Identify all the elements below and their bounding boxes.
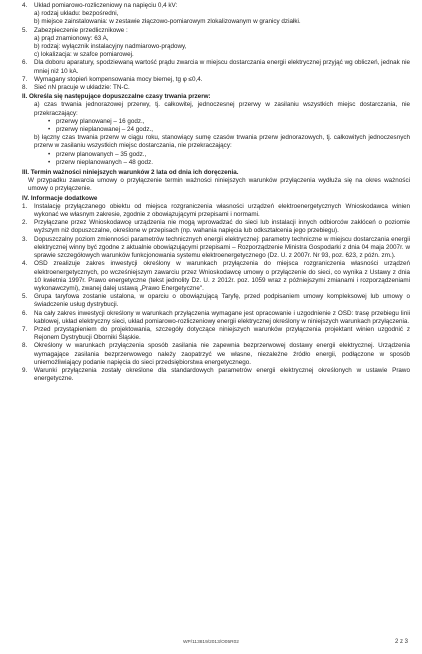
section-2-title: II. Określa się następujące dopuszczalne czasy trwania przerw: — [22, 93, 211, 101]
item-number: 5. — [22, 293, 28, 301]
sub-item: b) rodzaj: wyłącznik instalacyjny nadmiarowo-prądowy, — [34, 43, 187, 51]
item-text: Układ pomiarowo-rozliczeniowy na napięciu 0,4 kV: — [34, 2, 178, 9]
bullet-icon: • — [48, 126, 51, 134]
info-item-2 — [22, 219, 410, 235]
info-item-8 — [22, 342, 410, 367]
item-text: Sieć nN pracuje w układzie: TN-C. — [34, 84, 130, 92]
section-3-title: III. Termin ważności niniejszych warunków 2 lata od dnia ich doręczenia. — [22, 169, 239, 177]
info-item-5 — [22, 293, 410, 309]
item-number: 9. — [22, 366, 28, 374]
item-number: 4. — [22, 260, 28, 268]
item-text: Przyłączane przez Wnioskodawcę urządzenia nie mogą wprowadzać do sieci lub instalacji innych odbiorców zakłóceń o poziomie wyższym niż dopuszczalne, określone w przepisach (np. wahania napięcia lub odkształcenia jego przebiegu). — [34, 219, 410, 235]
item-text: Instalację przyłączanego obiektu od miejsca rozgraniczenia własności urządzeń elektroenergetycznych Wnioskodawca winien wykonać we własnym zakresie, zgodnie z obowiązującymi przepisami i normami. — [34, 202, 410, 219]
item-number: 7. — [22, 325, 28, 333]
section-2-b: b) łączny czas trwania przerw w ciągu roku, stanowiący sumę czasów trwania przerw jednorazowych, tj. całkowitych jednoczesnych przerw w zasilaniu wszystkich miejsc dostarczania, nie przekraczający: — [34, 134, 410, 150]
bullet-text: przerwy nieplanowanej – 24 godz., — [56, 126, 153, 134]
item-text: Warunki przyłączenia zostały określone dla standardowych parametrów energii elektrycznej określonych w ustawie Prawo energetyczne. — [34, 366, 410, 383]
item-7 — [22, 76, 410, 84]
item-8 — [22, 84, 410, 92]
sub-item: a) rodzaj układu: bezpośredni, — [34, 10, 119, 18]
item-4 — [22, 2, 410, 27]
info-item-1 — [22, 203, 410, 219]
bullet-icon: • — [48, 117, 51, 125]
info-item-3 — [22, 236, 410, 261]
bullet-text: przerw nieplanowanych – 48 godz. — [56, 158, 153, 166]
item-text: Zabezpieczenie przedlicznikowe : — [34, 26, 128, 34]
info-item-7 — [22, 326, 410, 342]
item-text: Dla doboru aparatury, spodziewaną wartość prądu zwarcia w miejscu dostarczania energii elektrycznej przyjąć wg obliczeń, jednak nie mniej niż 10 kA. — [34, 59, 410, 75]
item-number: 6. — [22, 309, 28, 317]
bullet-item — [22, 118, 410, 126]
item-number: 5. — [22, 26, 28, 34]
sub-item: a) prąd znamionowy: 63 A, — [34, 34, 109, 42]
section-4-title: IV. Informacje dodatkowe — [22, 194, 98, 202]
item-text: OSD zrealizuje zakres inwestycji określony w warunkach przyłączenia do miejsca rozgraniczenia własności urządzeń elektroenergetycznych, po wcześniejszym zawarciu przez Wnioskodawcę umowy o przyłączenie do sieci, co wynika z Ustawy z dnia 10 kwietnia 1997r. Prawo energetyczne (tekst jednolity Dz. U. z 2012r. poz. 1059 wraz z późniejszymi zmianami i rozporządzeniami wykonawczymi), zwanej dalej ustawą „Prawo Energetyczne". — [34, 260, 410, 292]
item-number: 1. — [22, 202, 28, 210]
bullet-item — [22, 151, 410, 159]
info-item-6 — [22, 310, 410, 326]
item-text: Przed przystąpieniem do projektowania, szczegóły dotyczące niniejszych warunków przyłączenia projektant winien uzgodnić z Rejonem Dystrybucji Oborniki Śląskie. — [34, 325, 410, 342]
sub-item: b) miejsce zainstalowania: w zestawie złączowo-pomiarowym zlokalizowanym w granicy działki. — [34, 18, 301, 26]
bullet-text: przerw planowanych – 35 godz., — [56, 150, 147, 158]
bullet-item — [22, 126, 410, 134]
item-6 — [22, 59, 410, 75]
bullet-item — [22, 159, 410, 167]
item-text: Określony w warunkach przyłączenia sposób zasilania nie zapewnia bezprzerwowej dostawy energii elektrycznej. Urządzenia wymagające zasilania bezprzerwowego należy zaopatrzyć we własne, niezależne źródło energii, podłączone w sposób uniemożliwiający podanie napięcia do sieci przedsiębiorstwa energetycznego. — [34, 342, 410, 366]
item-text: Wymagany stopień kompensowania mocy biernej, tg φ ≤0,4. — [34, 75, 203, 83]
item-number: 4. — [22, 2, 28, 9]
item-text: Grupa taryfowa zostanie ustalona, w oparciu o obowiązującą Taryfę, przed podpisaniem umowy kompleksowej lub umowy o świadczenie usług dystrybucji. — [34, 293, 410, 309]
info-item-9 — [22, 367, 410, 383]
item-number: 6. — [22, 59, 28, 67]
item-number: 8. — [22, 342, 28, 350]
document-code: WP/113819/2013/O05R02 — [183, 640, 239, 645]
page-number: 2 z 3 — [394, 639, 408, 645]
item-number: 2. — [22, 219, 28, 227]
sub-item: c) lokalizacja: w szafce pomiarowej. — [34, 51, 134, 59]
item-number: 3. — [22, 235, 28, 243]
bullet-icon: • — [48, 150, 51, 158]
item-number: 8. — [22, 84, 28, 92]
item-5 — [22, 27, 410, 60]
bullet-text: przerwy planowanej – 16 godz., — [56, 117, 145, 125]
item-number: 7. — [22, 75, 28, 83]
section-2-a: a) czas trwania jednorazowej przerwy, tj. całkowitej, jednoczesnej przerwy w zasilaniu wszystkich miejsc dostarczania, nie przekraczający: — [34, 101, 410, 117]
bullet-icon: • — [48, 158, 51, 166]
section-3-text: W przypadku zawarcia umowy o przyłączenie termin ważności niniejszych warunków przyłączenia wydłuża się na okres ważności umowy o przyłączenie. — [28, 177, 410, 193]
item-text: Dopuszczalny poziom zmienności parametrów technicznych energii elektrycznej: parametry techniczne w miejscu dostarczania energii elektrycznej winny być zgodne z aktualnie obowiązującymi przepisami – Rozporządzenie Ministra Gospodarki z dnia 04 maja 2007r. w sprawie szczegółowych warunków funkcjonowania systemu elektroenergetycznego (Dz. U. z 2007r. Nr 93, poz. 623, z późn. zm.). — [34, 235, 410, 260]
item-text: Na cały zakres inwestycji określony w warunkach przyłączenia wymagane jest opracowanie i uzgodnienie z OSD: trasę przebiegu linii kablowej, układ elektryczny sieci, układ pomiarowo-rozliczeniowy energii elektrycznej określony w niniejszych warunkach przyłączenia. — [34, 309, 410, 325]
info-item-4 — [22, 260, 410, 293]
